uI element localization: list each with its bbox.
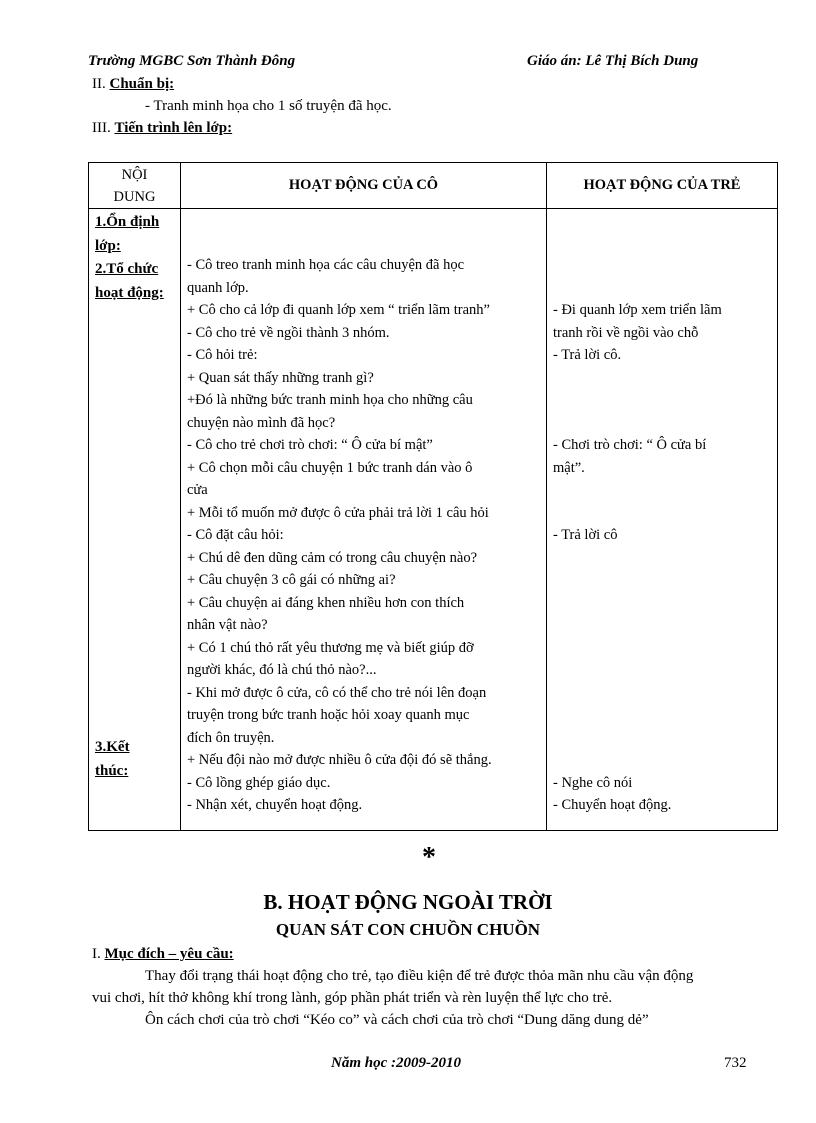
section-2-item: - Tranh minh họa cho 1 số truyện đã học. xyxy=(145,98,392,114)
child-activity-line: - Nghe cô nói xyxy=(553,774,633,791)
child-activity-line: - Trả lời cô xyxy=(553,527,618,543)
label-ket-thuc xyxy=(95,735,130,783)
label-line: thúc: xyxy=(95,763,129,779)
label-line: hoạt động: xyxy=(95,285,164,301)
section-2-title: Chuẩn bị: xyxy=(109,76,175,92)
teacher-activity-line: - Cô cho trẻ chơi trò chơi: “ Ô cửa bí mật” xyxy=(187,437,433,453)
footer-page-number: 732 xyxy=(724,1055,747,1071)
section-3-number: III. xyxy=(92,120,115,136)
section-2-heading xyxy=(92,76,174,93)
separator-star: * xyxy=(422,842,436,873)
child-activity-line xyxy=(547,637,777,660)
child-activity-line: mật”. xyxy=(553,459,585,476)
paragraph-1-line: vui chơi, hít thở không khí trong lành, góp phần phát triển và rèn luyện thể lực cho trẻ. xyxy=(92,990,613,1006)
child-activity-line xyxy=(547,682,777,705)
teacher-activity-line: + Mỗi tổ muốn mở được ô cửa phải trả lời 1 câu hỏi xyxy=(187,504,489,521)
child-activity-line: - Đi quanh lớp xem triển lãm xyxy=(553,302,722,318)
label-to-chuc xyxy=(95,257,164,305)
child-activity-line: tranh rồi về ngồi vào chỗ xyxy=(553,324,699,341)
teacher-activity-line: + Chú dê đen dũng cảm có trong câu chuyện nào? xyxy=(187,549,478,566)
child-activity-line: - Chuyển hoạt động. xyxy=(553,797,672,813)
col1-header xyxy=(89,163,181,209)
teacher-activity-lines xyxy=(181,209,546,817)
content-column xyxy=(89,209,181,831)
header-school: Trường MGBC Sơn Thành Đông xyxy=(88,53,296,69)
teacher-activity-column xyxy=(181,209,547,831)
teacher-activity-line: quanh lớp. xyxy=(187,279,249,296)
child-activity-line xyxy=(547,547,777,570)
teacher-activity-line: + Câu chuyện 3 cô gái có những ai? xyxy=(187,572,396,588)
part-b-subtitle: QUAN SÁT CON CHUỒN CHUỒN xyxy=(275,920,541,939)
child-activity-lines xyxy=(547,209,777,817)
child-activity-line xyxy=(547,254,777,277)
paragraph-1-line: Thay đổi trạng thái hoạt động cho trẻ, tạo điều kiện để trẻ được thỏa mãn nhu cầu vận động xyxy=(145,968,694,984)
section-2-number: II. xyxy=(92,76,110,92)
label-line: 2.Tổ chức xyxy=(95,261,159,277)
child-activity-line xyxy=(547,479,777,502)
teacher-activity-line: - Nhận xét, chuyển hoạt động. xyxy=(187,797,363,813)
teacher-activity-line: - Cô cho trẻ về ngồi thành 3 nhóm. xyxy=(187,324,390,341)
col1-header-line: NỘI xyxy=(121,166,148,183)
col2-header: HOẠT ĐỘNG CỦA CÔ xyxy=(181,163,547,209)
child-activity-column xyxy=(547,209,778,831)
teacher-activity-line: - Cô hỏi trẻ: xyxy=(187,347,258,363)
child-activity-line xyxy=(547,367,777,390)
section-1-title: Mục đích – yêu cầu: xyxy=(104,946,234,962)
section-1-number: I. xyxy=(92,946,105,962)
label-line: 1.Ổn định xyxy=(95,214,160,230)
child-activity-line xyxy=(547,412,777,435)
label-on-dinh xyxy=(95,210,159,258)
col1-header-line: DUNG xyxy=(113,188,156,205)
paragraph-2: Ôn cách chơi của trò chơi “Kéo co” và cách chơi của trò chơi “Dung dăng dung dẻ” xyxy=(145,1012,649,1028)
teacher-activity-line: + Nếu đội nào mở được nhiều ô cửa đội đó sẽ thắng. xyxy=(187,752,492,768)
label-line: 3.Kết xyxy=(95,739,130,755)
teacher-activity-line: + Quan sát thấy những tranh gì? xyxy=(187,369,374,386)
child-activity-line xyxy=(547,749,777,772)
teacher-activity-line: cửa xyxy=(187,482,208,498)
teacher-activity-line: + Cô cho cả lớp đi quanh lớp xem “ triển lãm tranh” xyxy=(187,302,490,318)
teacher-activity-line: truyện trong bức tranh hoặc hỏi xoay quanh mục xyxy=(187,707,470,723)
label-line: lớp: xyxy=(95,238,121,254)
child-activity-line xyxy=(547,727,777,750)
teacher-activity-line: - Khi mở được ô cửa, cô có thể cho trẻ nói lên đoạn xyxy=(187,684,487,701)
section-3-title: Tiến trình lên lớp: xyxy=(114,120,233,136)
child-activity-line: - Chơi trò chơi: “ Ô cửa bí xyxy=(553,437,707,453)
header-teacher: Giáo án: Lê Thị Bích Dung xyxy=(527,53,699,69)
teacher-activity-line: đích ôn truyện. xyxy=(187,729,275,746)
table-header-row xyxy=(89,163,778,209)
lesson-plan-table xyxy=(88,162,778,831)
child-activity-line xyxy=(547,569,777,592)
child-activity-line xyxy=(547,502,777,525)
child-activity-line xyxy=(547,659,777,682)
teacher-activity-line: + Có 1 chú thỏ rất yêu thương mẹ và biết giúp đỡ xyxy=(187,639,474,656)
table-body-row xyxy=(89,209,778,831)
teacher-activity-line: - Cô lồng ghép giáo dục. xyxy=(187,774,331,791)
footer-year: Năm học :2009-2010 xyxy=(331,1055,461,1071)
teacher-activity-line: +Đó là những bức tranh minh họa cho những câu xyxy=(187,392,473,408)
child-activity-line xyxy=(547,704,777,727)
teacher-activity-line: - Cô treo tranh minh họa các câu chuyện đã học xyxy=(187,257,465,273)
teacher-activity-line: + Cô chọn mỗi câu chuyện 1 bức tranh dán vào ô xyxy=(187,459,473,476)
col3-header: HOẠT ĐỘNG CỦA TRẺ xyxy=(547,163,778,209)
teacher-activity-line: người khác, đó là chú thỏ nào?... xyxy=(187,662,377,678)
child-activity-line xyxy=(547,389,777,412)
part-b-title: B. HOẠT ĐỘNG NGOÀI TRỜI xyxy=(263,890,553,914)
child-activity-line xyxy=(547,592,777,615)
teacher-activity-line: nhân vật nào? xyxy=(187,617,268,633)
teacher-activity-line: - Cô đặt câu hỏi: xyxy=(187,527,284,543)
child-activity-line xyxy=(547,614,777,637)
teacher-activity-line: chuyện nào mình đã học? xyxy=(187,414,336,431)
teacher-activity-line: + Câu chuyện ai đáng khen nhiều hơn con thích xyxy=(187,594,465,611)
child-activity-line xyxy=(547,277,777,300)
section-3-heading xyxy=(92,120,232,137)
child-activity-line: - Trả lời cô. xyxy=(553,347,622,363)
section-1-heading xyxy=(92,946,234,963)
